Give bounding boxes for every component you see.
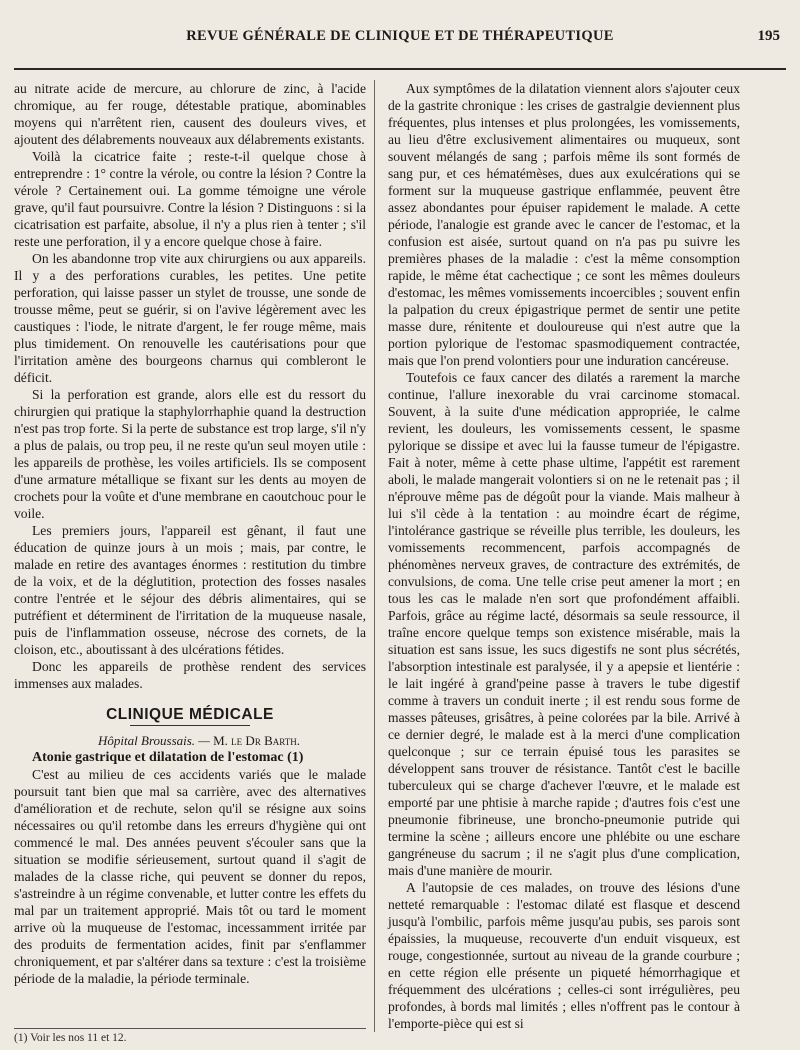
section-rule [130, 725, 250, 726]
author-name: M. le Dr Barth. [213, 733, 300, 748]
article-title-text: Atonie gastrique et dilatation de l'estomac [32, 750, 284, 765]
hospital-byline [14, 732, 366, 749]
article-title [14, 749, 366, 766]
hospital-name: Hôpital Broussais. — [98, 733, 210, 748]
paragraph: Aux symptômes de la dilatation viennent alors s'ajouter ceux de la gastrite chronique : les crises de gastralgie deviennent plus fréquentes, plus intenses et plus prolongées, les vomissements, au lieu d'être exclusivement alimentaires ou muqueux, sont souvent mélangés de sang ; parfois même ils sont formés de sang pur, et ces hématémèses, dues aux exulcérations qui se forment sur la muqueuse gastrique enflammée, peuvent être assez abondantes pour épuiser rapidement le malade. A cette période, l'analogie est grande avec le cancer de l'estomac, et la confusion est aisée, surtout quand on n'a pas pu suivre les premières phases de la maladie : c'est la même consomption rapide, le même état cachectique ; ce sont les mêmes douleurs d'estomac, les mêmes vomissements incoercibles ; souvent enfin la palpation du creux épigastrique permet de sentir une petite masse dure, rénitente et douloureuse qui n'est autre que la portion pylorique de l'estomac spasmodiquement contractée, mais que l'on prend volontiers pour une induration cancéreuse. [388, 81, 740, 368]
column-divider [374, 80, 375, 1032]
paragraph: Si la perforation est grande, alors elle est du ressort du chirurgien qui pratique la staphylorrhaphie quand la destruction n'est pas trop forte. Si la perte de substance est trop large, s'il n'y a plus de palais, ou trop peu, il ne reste qu'un seul moyen utile : les appareils de prothèse, les voiles artificiels. Ils se composent d'une armature métallique se fixant sur les dents au moyen de crochets pour la voûte et d'une membrane en caoutchouc pour le voile. [14, 387, 366, 521]
paragraph: Voilà la cicatrice faite ; reste-t-il quelque chose à entreprendre : 1° contre la vérole, ou contre la lésion ? Contre la vérole ? Certainement oui. La gomme témoigne une vérole grave, qu'il faut poursuivre. Contre la lésion ? Distinguons : si la cicatrisation est parfaite, absolue, il n'y a plus rien à tenter ; s'il reste une perforation, il y a encore quelque chose à faire. [14, 149, 366, 249]
paragraph: Donc les appareils de prothèse rendent des services immenses aux malades. [14, 659, 366, 691]
page-header [20, 28, 780, 50]
paragraph: Les premiers jours, l'appareil est gênant, il faut une éducation de quinze jours à un mois ; mais, par contre, le malade en retire des avantages énormes : restitution du timbre de la voix, et de la déglutition, protection des fosses nasales contre l'entrée et le séjour des débris alimentaires, qui se putréfient et déterminent de l'irritation de la muqueuse nasale, puis de l'inflammation osseuse, nécrose des cornets, de la cloison, etc., aboutissant à des ulcérations fétides. [14, 523, 366, 657]
paragraph: C'est au milieu de ces accidents variés que le malade poursuit tant bien que mal sa carrière, avec des alternatives d'amélioration et de rechute, selon qu'il se résigne aux soins nécessaires ou qu'il retombe dans les erreurs d'hygiène qui ont commencé le mal. Des années peuvent s'écouler sans que la situation se modifie sérieusement, surtout quand il s'agit de malades de la classe riche, qui peuvent se donner du repos, s'astreindre à un régime convenable, et lutter contre les effets du mal par un traitement approprié. Mais tôt ou tard le moment arrive où la muqueuse de l'estomac, incessamment irritée par des produits de fermentation acides, finit par s'enflammer chroniquement, et par s'altérer dans sa texture : c'est la troisième période de la maladie, la période terminale. [14, 767, 366, 986]
paragraph: A l'autopsie de ces malades, on trouve des lésions d'une netteté remarquable : l'estomac dilaté est flasque et descend jusqu'à l'ombilic, parfois même jusqu'au pubis, ses parois sont épaissies, la muqueuse, recouverte d'un enduit visqueux, est rouge, congestionnée, surtout au niveau de la grande courbure ; en cette région elle présente un piqueté hémorrhagique et fréquemment des ulcérations ; celles-ci sont irrégulières, peu profondes, à bords mal limités ; elles n'offrent pas le contour à l'emporte-pièce qui est si [388, 880, 740, 1031]
paragraph: au nitrate acide de mercure, au chlorure de zinc, à l'acide chromique, au fer rouge, détestable pratique, abominables moyens qui n'arrêtent rien, causent des douleurs vives, et ajoutent des délabrements nouveaux aux délabrements existants. [14, 81, 366, 147]
footnote: (1) Voir les nos 11 et 12. [14, 1028, 366, 1044]
footnote-ref: (1) [287, 750, 304, 765]
right-column [388, 80, 740, 1032]
paragraph: On les abandonne trop vite aux chirurgiens ou aux appareils. Il y a des perforations curables, les petites. Une petite perforation, qui laisse passer un stylet de trousse, une sonde de trousse même, peut se guérir, si on l'avive légèrement avec les caustiques : l'iode, le nitrate d'argent, le fer rouge même, mais plus timidement. On renouvelle les cautérisations pour que l'irritation amène des bourgeons charnus qui combleront le déficit. [14, 251, 366, 385]
page-number: 195 [757, 28, 780, 44]
running-title: REVUE GÉNÉRALE DE CLINIQUE ET DE THÉRAPEUTIQUE [186, 28, 614, 44]
section-title: CLINIQUE MÉDICALE [106, 706, 274, 723]
left-column [14, 80, 366, 987]
paragraph: Toutefois ce faux cancer des dilatés a rarement la marche continue, l'allure inexorable du vrai carcinome stomacal. Souvent, à la suite d'une médication appropriée, le calme revient, les douleurs, les vomissements cessent, le spasme pylorique se dissipe et avec lui la fausse tumeur de l'épigastre. Fait à noter, même à cette phase ultime, l'appétit est rarement aboli, le malade mangerait volontiers si on ne le retenait pas ; il n'éprouve même pas de dégoût pour la viande. Mais malheur à lui s'il cède à la tentation : au moindre écart de régime, l'intolérance gastrique se réveille plus terrible, les douleurs, les vomissements recommencent, parfois accompagnés de phénomènes nerveux graves, de contracture des extrémités, de convulsions, de coma. Une telle crise peut amener la mort ; en tous les cas le malade n'en sort que profondément affaibli. Parfois, grâce au régime lacté, désormais sa seule ressource, il traîne encore quelque temps son existence misérable, mais la situation est sans issue, les sucs digestifs ne sont plus sécrétés, l'absorption intestinale est paralysée, il y a apepsie et lientérie : le lait ingéré à grand'peine passe à travers le tube digestif comme à travers un conduit inerte ; il est rendu sous forme de masses pâteuses, grisâtres, à peine colorées par la bile. Arrivé à ce dernier degré, le malade est à la merci d'une complication quelconque ; sur ce terrain épuisé tous les parasites se développent sans trouver de résistance. Tantôt c'est le bacille tuberculeux qui se charge d'achever l'œuvre, et le malade est emporté par une phtisie à marche rapide ; d'autres fois c'est une pneumonie fibrineuse, une broncho-pneumonie putride qui termine la scène ; ailleurs encore une phlébite ou une eschare gangréneuse du sacrum ; il ne s'agit plus d'une complication, mais d'une manière de mourir. [388, 370, 740, 878]
header-rule [14, 68, 786, 70]
